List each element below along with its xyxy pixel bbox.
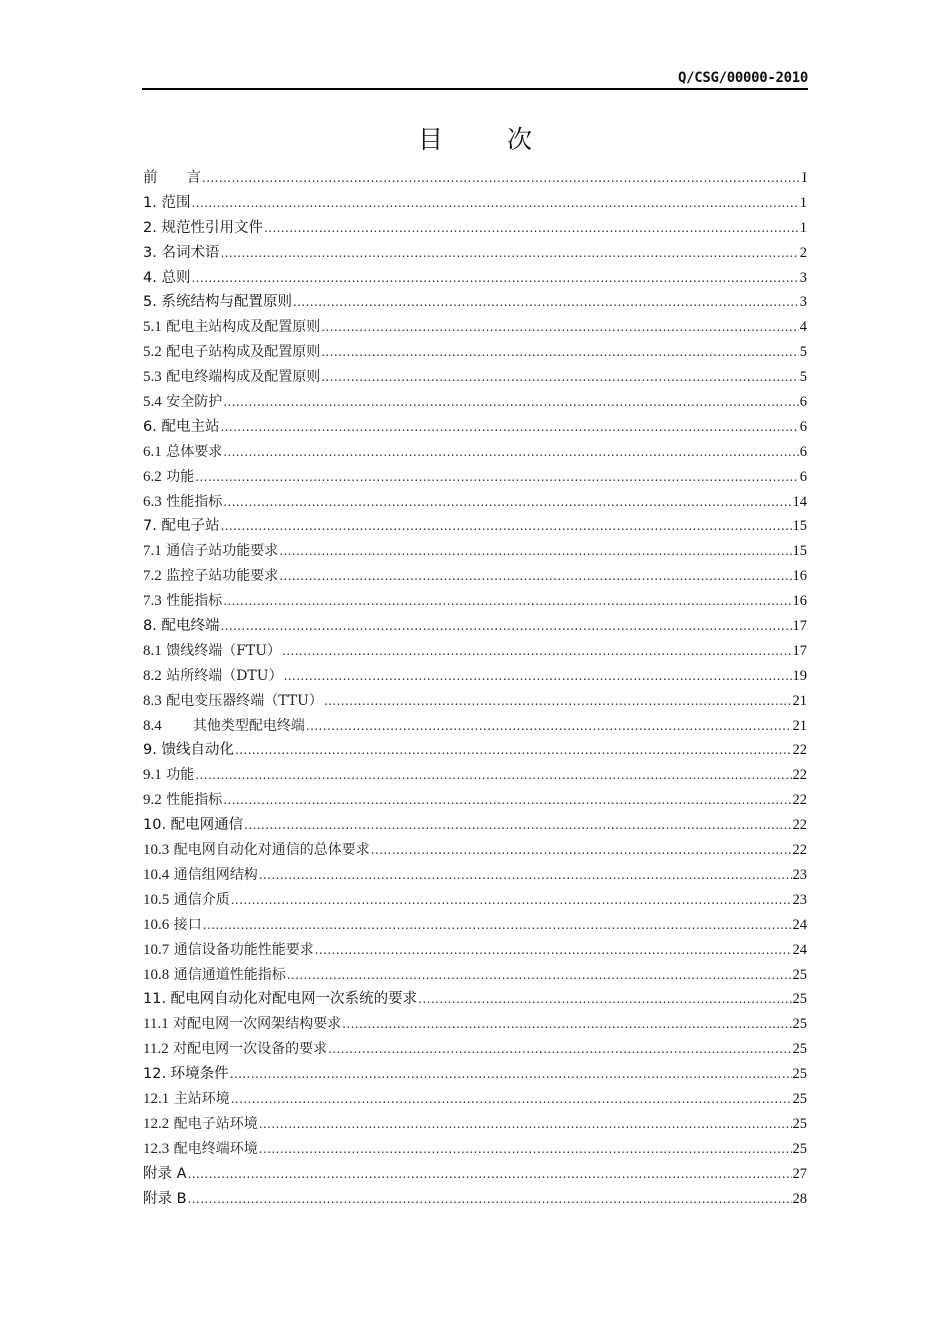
toc-dot-leader (223, 788, 791, 813)
toc-dot-leader (321, 365, 799, 390)
toc-entry-number: 5. (143, 294, 157, 311)
toc-entry-label (143, 1037, 327, 1062)
toc-entry-section[interactable] (143, 315, 807, 340)
toc-entry-label (143, 216, 263, 241)
toc-entry-label (143, 963, 286, 988)
toc-page-number: 2 (799, 244, 807, 261)
toc-dot-leader (342, 1012, 791, 1037)
toc-entry-text: 通信设备功能性能要求 (173, 941, 314, 958)
toc-entry-chapter[interactable] (143, 290, 807, 315)
toc-dot-leader (293, 290, 799, 315)
table-of-contents (143, 166, 807, 1211)
toc-entry-number: 6. (143, 418, 157, 435)
toc-entry-number: 3. (143, 244, 157, 261)
toc-page-number: 28 (792, 1190, 807, 1207)
toc-entry-label (143, 1162, 187, 1187)
toc-entry-number: 10.3 (143, 842, 170, 859)
toc-dot-leader (220, 415, 798, 440)
toc-entry-label (143, 340, 320, 365)
toc-page-number: 5 (799, 369, 807, 386)
toc-entry-text: 通信子站功能要求 (166, 543, 279, 560)
toc-dot-leader (195, 465, 799, 490)
toc-entry-text: 配电终端环境 (173, 1140, 258, 1157)
toc-dot-leader (223, 390, 799, 415)
toc-entry-number: 11.1 (143, 1016, 169, 1033)
toc-entry-text: 通信介质 (173, 891, 230, 908)
toc-page-number: 22 (792, 792, 807, 809)
toc-entry-label (143, 738, 234, 763)
toc-dot-leader (279, 564, 791, 589)
toc-dot-leader (282, 639, 791, 664)
toc-page-number: 22 (792, 767, 807, 784)
toc-dot-leader (244, 813, 791, 838)
toc-entry-number: 7.1 (143, 543, 162, 560)
toc-entry-number: 10.5 (143, 891, 170, 908)
toc-entry-text: 对配电网一次设备的要求 (173, 1041, 328, 1058)
toc-entry-chapter[interactable] (143, 191, 807, 216)
toc-entry-chapter[interactable] (143, 415, 807, 440)
toc-entry-label (143, 166, 201, 191)
toc-page-number: 14 (792, 493, 807, 510)
toc-entry-number: 9.1 (143, 767, 162, 784)
toc-entry-section[interactable] (143, 539, 807, 564)
toc-entry-text: 环境条件 (170, 1066, 229, 1083)
toc-dot-leader (321, 315, 799, 340)
toc-page-number: 15 (792, 518, 807, 535)
toc-page-number: 21 (792, 717, 807, 734)
toc-page-number: 6 (799, 443, 807, 460)
toc-dot-leader (315, 938, 792, 963)
toc-page-number: 1 (799, 219, 807, 236)
toc-entry-number: 8.1 (143, 642, 162, 659)
toc-entry-label (143, 863, 258, 888)
toc-entry-chapter[interactable] (143, 614, 807, 639)
toc-entry-label (143, 241, 219, 266)
toc-entry-label (143, 390, 222, 415)
toc-page-number: 25 (792, 1115, 807, 1132)
toc-entry-text: 安全防护 (166, 394, 223, 411)
toc-entry-number: 12.3 (143, 1140, 170, 1157)
toc-entry-text: 总则 (161, 269, 191, 286)
toc-entry-section[interactable] (143, 913, 807, 938)
toc-entry-text: 站所终端（DTU） (166, 667, 283, 684)
toc-page-number: 21 (792, 692, 807, 709)
toc-entry-chapter[interactable] (143, 266, 807, 291)
toc-entry-text: 性能指标 (166, 593, 223, 610)
toc-entry-label (143, 888, 230, 913)
toc-entry-number: 9. (143, 742, 157, 759)
toc-entry-label (143, 365, 320, 390)
toc-entry-label (143, 838, 370, 863)
toc-entry-label (143, 490, 222, 515)
toc-entry-text: 配电主站构成及配置原则 (166, 319, 321, 336)
toc-dot-leader (321, 340, 799, 365)
toc-entry-section[interactable] (143, 390, 807, 415)
toc-page-number: 6 (799, 418, 807, 435)
toc-entry-label (143, 664, 283, 689)
toc-entry-section[interactable] (143, 763, 807, 788)
toc-entry-text: 系统结构与配置原则 (161, 294, 292, 311)
toc-entry-section[interactable] (143, 1012, 807, 1037)
toc-entry-text: 馈线自动化 (161, 742, 234, 759)
header-rule (142, 88, 808, 90)
toc-entry-chapter[interactable] (143, 241, 807, 266)
toc-entry-label (143, 913, 202, 938)
toc-page-number: I (802, 170, 807, 186)
toc-entry-section[interactable] (143, 639, 807, 664)
toc-entry-number: 8.4 (143, 717, 162, 734)
toc-entry-number: 11.2 (143, 1041, 169, 1058)
toc-page-number: 24 (792, 916, 807, 933)
toc-entry-section[interactable] (143, 1037, 807, 1062)
toc-page-number: 3 (799, 269, 807, 286)
toc-entry-label (143, 1112, 258, 1137)
toc-entry-text: 附录 A (143, 1165, 187, 1182)
toc-entry-text: 前 言 (143, 170, 201, 186)
toc-entry-section[interactable] (143, 365, 807, 390)
toc-dot-leader (328, 1037, 791, 1062)
toc-entry-section[interactable] (143, 963, 807, 988)
toc-entry-section[interactable] (143, 490, 807, 515)
toc-dot-leader (324, 689, 792, 714)
toc-entry-label (143, 639, 281, 664)
toc-entry-section[interactable] (143, 664, 807, 689)
toc-entry-text: 名词术语 (161, 244, 220, 261)
toc-entry-section[interactable] (143, 838, 807, 863)
toc-entry-section[interactable] (143, 689, 807, 714)
toc-entry-text: 主站环境 (173, 1090, 230, 1107)
toc-entry-text: 接口 (173, 916, 202, 933)
toc-page-number: 16 (792, 568, 807, 585)
toc-page-number: 6 (799, 468, 807, 485)
toc-entry-label (143, 614, 219, 639)
toc-entry-label (143, 813, 243, 838)
toc-page-number: 27 (792, 1165, 807, 1182)
toc-entry-label (143, 1012, 341, 1037)
toc-entry-chapter[interactable] (143, 1187, 807, 1212)
toc-entry-number: 4. (143, 269, 157, 286)
toc-entry-number: 12. (143, 1066, 167, 1083)
toc-entry-text: 通信组网结构 (173, 866, 258, 883)
toc-page-number: 1 (799, 194, 807, 211)
toc-entry-text: 功能 (166, 767, 195, 784)
toc-dot-leader (284, 664, 792, 689)
toc-entry-chapter[interactable] (143, 987, 807, 1012)
toc-entry-section[interactable] (143, 714, 807, 739)
toc-entry-label (143, 315, 320, 340)
toc-page-number: 23 (792, 866, 807, 883)
toc-entry-text: 配电网通信 (170, 817, 244, 834)
toc-dot-leader (259, 1137, 792, 1162)
toc-entry-text: 配电子站环境 (173, 1115, 258, 1132)
toc-entry-text: 性能指标 (166, 792, 223, 809)
toc-page-number: 5 (799, 344, 807, 361)
toc-entry-text: 范围 (161, 194, 191, 211)
toc-entry-text: 配电终端 (161, 618, 220, 635)
toc-dot-leader (264, 216, 799, 241)
toc-dot-leader (231, 1087, 792, 1112)
toc-dot-leader (279, 539, 791, 564)
toc-entry-number: 12.1 (143, 1090, 170, 1107)
toc-entry-section[interactable] (143, 888, 807, 913)
toc-page-number: 25 (792, 966, 807, 983)
toc-entry-label (143, 714, 305, 739)
toc-entry-label (143, 564, 278, 589)
toc-entry-text: 功能 (166, 468, 195, 485)
toc-dot-leader (259, 863, 792, 888)
toc-page-number: 24 (792, 941, 807, 958)
toc-page-number: 22 (792, 817, 807, 834)
toc-entry-chapter[interactable] (143, 514, 807, 539)
toc-entry-label (143, 1062, 229, 1087)
toc-entry-chapter[interactable] (143, 738, 807, 763)
toc-dot-leader (188, 1162, 792, 1187)
toc-entry-section[interactable] (143, 465, 807, 490)
toc-entry-text: 其他类型配电终端 (166, 717, 305, 734)
toc-page-number: 6 (799, 394, 807, 411)
toc-entry-text: 配电主站 (161, 418, 220, 435)
toc-entry-label (143, 1187, 187, 1212)
toc-entry-text: 配电终端构成及配置原则 (166, 369, 321, 386)
toc-entry-chapter[interactable] (143, 166, 807, 191)
toc-page-number: 19 (792, 667, 807, 684)
toc-entry-section[interactable] (143, 564, 807, 589)
toc-entry-number: 10. (143, 817, 167, 834)
toc-page-number: 4 (799, 319, 807, 336)
toc-entry-label (143, 290, 292, 315)
toc-entry-number: 12.2 (143, 1115, 170, 1132)
toc-entry-label (143, 589, 222, 614)
toc-dot-leader (202, 166, 801, 191)
toc-page-number: 25 (792, 1016, 807, 1033)
toc-entry-label (143, 1087, 230, 1112)
toc-entry-section[interactable] (143, 863, 807, 888)
toc-dot-leader (223, 589, 791, 614)
toc-entry-label (143, 415, 219, 440)
toc-entry-number: 6.1 (143, 443, 162, 460)
toc-entry-number: 8.3 (143, 692, 162, 709)
toc-dot-leader (418, 987, 791, 1012)
toc-entry-chapter[interactable] (143, 1062, 807, 1087)
toc-entry-number: 10.7 (143, 941, 170, 958)
toc-entry-number: 2. (143, 219, 157, 236)
toc-entry-text: 通信通道性能指标 (173, 966, 286, 983)
toc-dot-leader (371, 838, 792, 863)
toc-entry-section[interactable] (143, 1112, 807, 1137)
toc-entry-section[interactable] (143, 938, 807, 963)
toc-entry-text: 配电子站 (161, 518, 220, 535)
toc-entry-label (143, 440, 222, 465)
toc-entry-text: 配电子站构成及配置原则 (166, 344, 321, 361)
toc-entry-number: 8.2 (143, 667, 162, 684)
document-code: Q/CSG/00000-2010 (677, 70, 808, 86)
toc-dot-leader (191, 266, 798, 291)
toc-entry-label (143, 763, 194, 788)
toc-page-number: 15 (792, 543, 807, 560)
toc-page-number: 22 (792, 842, 807, 859)
toc-entry-text: 性能指标 (166, 493, 223, 510)
toc-entry-section[interactable] (143, 440, 807, 465)
toc-entry-label (143, 191, 190, 216)
toc-entry-text: 配电网自动化对通信的总体要求 (173, 842, 370, 859)
toc-page-number: 17 (792, 642, 807, 659)
toc-page-number: 25 (792, 1140, 807, 1157)
toc-entry-label (143, 539, 278, 564)
toc-dot-leader (195, 763, 791, 788)
toc-entry-number: 8. (143, 618, 157, 635)
toc-entry-number: 5.2 (143, 344, 162, 361)
toc-dot-leader (191, 191, 798, 216)
toc-page-number: 25 (792, 1066, 807, 1083)
toc-entry-number: 7. (143, 518, 157, 535)
toc-entry-number: 7.3 (143, 593, 162, 610)
toc-entry-text: 规范性引用文件 (161, 219, 263, 236)
toc-entry-number: 6.3 (143, 493, 162, 510)
toc-entry-text: 监控子站功能要求 (166, 568, 279, 585)
toc-entry-label (143, 465, 194, 490)
toc-entry-label (143, 788, 222, 813)
toc-entry-chapter[interactable] (143, 216, 807, 241)
toc-dot-leader (235, 738, 792, 763)
toc-dot-leader (230, 1062, 792, 1087)
toc-entry-section[interactable] (143, 788, 807, 813)
toc-entry-section[interactable] (143, 340, 807, 365)
toc-page-number: 3 (799, 294, 807, 311)
toc-dot-leader (220, 514, 791, 539)
toc-page-number: 25 (792, 991, 807, 1008)
toc-dot-leader (220, 241, 798, 266)
toc-entry-number: 5.1 (143, 319, 162, 336)
toc-entry-text: 配电网自动化对配电网一次系统的要求 (170, 991, 418, 1008)
toc-page-number: 16 (792, 593, 807, 610)
toc-entry-text: 附录 B (143, 1190, 187, 1207)
toc-dot-leader (306, 714, 792, 739)
toc-entry-section[interactable] (143, 1087, 807, 1112)
toc-dot-leader (259, 1112, 792, 1137)
toc-dot-leader (223, 490, 791, 515)
toc-entry-section[interactable] (143, 1137, 807, 1162)
toc-entry-label (143, 1137, 258, 1162)
toc-entry-label (143, 938, 314, 963)
toc-entry-number: 9.2 (143, 792, 162, 809)
toc-dot-leader (188, 1187, 792, 1212)
toc-entry-label (143, 266, 190, 291)
toc-title: 目 次 (418, 125, 560, 154)
toc-entry-label (143, 987, 417, 1012)
toc-entry-label (143, 514, 219, 539)
toc-entry-text: 配电变压器终端（TTU） (166, 692, 323, 709)
toc-entry-section[interactable] (143, 589, 807, 614)
toc-entry-number: 6.2 (143, 468, 162, 485)
toc-dot-leader (223, 440, 799, 465)
toc-dot-leader (231, 888, 792, 913)
toc-entry-text: 总体要求 (166, 443, 223, 460)
toc-entry-chapter[interactable] (143, 1162, 807, 1187)
toc-page-number: 25 (792, 1041, 807, 1058)
toc-entry-label (143, 689, 323, 714)
toc-entry-number: 10.4 (143, 866, 170, 883)
toc-entry-number: 5.3 (143, 369, 162, 386)
toc-page-number: 23 (792, 891, 807, 908)
toc-entry-number: 10.8 (143, 966, 170, 983)
toc-page-number: 17 (792, 618, 807, 635)
toc-page-number: 25 (792, 1090, 807, 1107)
toc-dot-leader (203, 913, 792, 938)
toc-page-number: 22 (792, 742, 807, 759)
toc-entry-chapter[interactable] (143, 813, 807, 838)
toc-entry-text: 对配电网一次网架结构要求 (173, 1016, 342, 1033)
toc-entry-number: 1. (143, 194, 157, 211)
toc-entry-number: 7.2 (143, 568, 162, 585)
toc-entry-text: 馈线终端（FTU） (166, 642, 282, 659)
toc-dot-leader (287, 963, 792, 988)
toc-entry-number: 11. (143, 991, 167, 1008)
toc-entry-number: 5.4 (143, 394, 162, 411)
toc-entry-number: 10.6 (143, 916, 170, 933)
toc-dot-leader (220, 614, 791, 639)
